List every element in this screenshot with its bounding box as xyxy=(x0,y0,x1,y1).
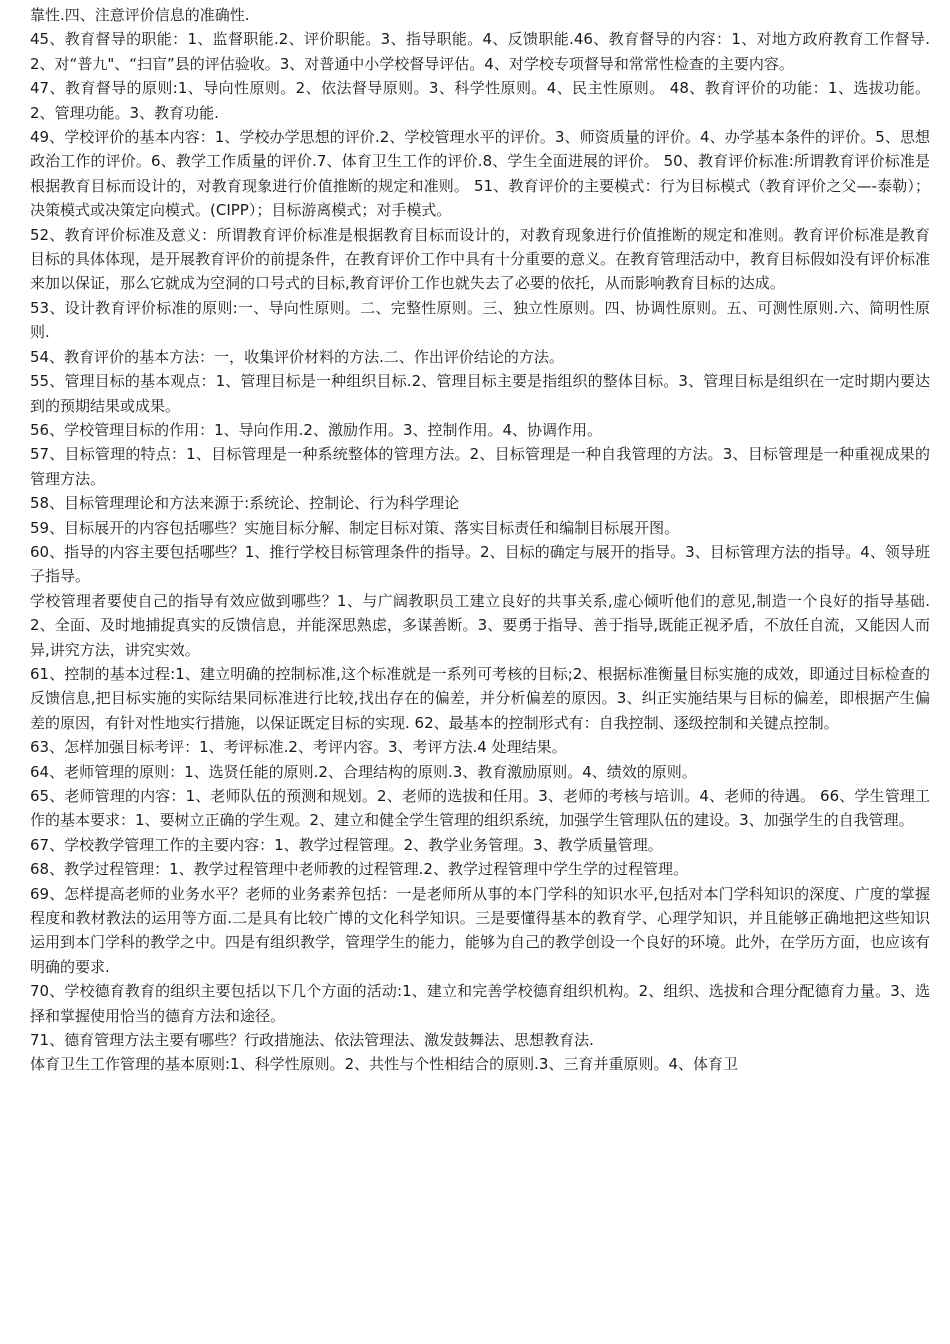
paragraph: 64、老师管理的原则：1、选贤任能的原则.2、合理结构的原则.3、教育激励原则。4、绩效的原则。 xyxy=(30,762,697,781)
paragraph: 53、设计教育评价标准的原则:一、导向性原则。二、完整性原则。三、独立性原则。四、协调性原则。五、可测性原则.六、简明性原则. xyxy=(30,298,930,342)
paragraph: 47、教育督导的原则:1、导向性原则。2、依法督导原则。3、科学性原则。4、民主性原则。 48、教育评价的功能：1、选拔功能。2、管理功能。3、教育功能. xyxy=(30,79,930,122)
paragraph: 58、目标管理理论和方法来源于:系统论、控制论、行为科学理论 xyxy=(30,494,460,513)
paragraph: 70、学校德育教育的组织主要包括以下几个方面的活动:1、建立和完善学校德育组织机构。2、组织、选拔和合理分配德育力量。3、选择和掌握使用恰当的德育方法和途径。 xyxy=(30,982,930,1025)
paragraph: 63、怎样加强目标考评：1、考评标准.2、考评内容。3、考评方法.4 处理结果。 xyxy=(30,738,567,757)
paragraph: 57、目标管理的特点：1、目标管理是一种系统整体的管理方法。2、目标管理是一种自我管理的方法。3、目标管理是一种重视成果的管理方法。 xyxy=(30,445,930,488)
paragraph: 56、学校管理目标的作用：1、导向作用.2、激励作用。3、控制作用。4、协调作用。 xyxy=(30,420,603,439)
paragraph: 67、学校教学管理工作的主要内容：1、教学过程管理。2、教学业务管理。3、教学质量管理。 xyxy=(30,835,663,854)
paragraph: 59、目标展开的内容包括哪些？实施目标分解、制定目标对策、落实目标责任和编制目标展开图。 xyxy=(30,518,680,537)
paragraph: 68、教学过程管理：1、教学过程管理中老师教的过程管理.2、教学过程管理中学生学的过程管理。 xyxy=(30,860,688,879)
paragraph: 54、教育评价的基本方法：一，收集评价材料的方法.二、作出评价结论的方法。 xyxy=(30,347,564,366)
paragraph: 55、管理目标的基本观点：1、管理目标是一种组织目标.2、管理目标主要是指组织的整体目标。3、管理目标是组织在一定时期内要达到的预期结果或成果。 xyxy=(30,372,930,415)
paragraph: 65、老师管理的内容：1、老师队伍的预测和规划。2、老师的选拔和任用。3、老师的考核与培训。4、老师的待遇。 66、学生管理工作的基本要求：1、要树立正确的学生观。2、建立和健全学生管理的组织系统，加强学生管理队伍的建设。3、加强学生的自我管理。 xyxy=(30,787,930,830)
paragraph: 61、控制的基本过程:1、建立明确的控制标准,这个标准就是一系列可考核的目标;2、根据标准衡量目标实施的成效，即通过目标检查的反馈信息,把目标实施的实际结果同标准进行比较,找出存在的偏差，并分析偏差的原因。3、纠正实施结果与目标的偏差，即根据产生偏差的原因，有针对性地实行措施，以保证既定目标的实现. 62、最基本的控制形式有：自我控制、逐级控制和关键点控制。 xyxy=(30,664,930,732)
paragraph: 52、教育评价标准及意义：所谓教育评价标准是根据教育目标而设计的，对教育现象进行价值推断的规定和准则。教育评价标准是教育目标的具体体现，是开展教育评价的前提条件，在教育评价工作中具有十分重要的意义。在教育管理活动中，教育目标假如没有评价标准来加以保证，那么它就成为空洞的口号式的目标,教育评价工作也就失去了必要的依托，从而影响教育目标的达成。 xyxy=(30,225,931,293)
paragraph: 体育卫生工作管理的基本原则:1、科学性原则。2、共性与个性相结合的原则.3、三育并重原则。4、体育卫 xyxy=(30,1055,739,1074)
paragraph: 45、教育督导的职能：1、监督职能.2、评价职能。3、指导职能。4、反馈职能.46、教育督导的内容：1、对地方政府教育工作督导.2、对“普九"、“扫盲”县的评估验收。3、对普通中小学校督导评估。4、对学校专项督导和常常性检查的主要内容。 xyxy=(30,30,930,73)
paragraph: 71、德育管理方法主要有哪些？行政措施法、依法管理法、激发鼓舞法、思想教育法. xyxy=(30,1031,594,1050)
paragraph: 60、指导的内容主要包括哪些？1、推行学校目标管理条件的指导。2、目标的确定与展开的指导。3、目标管理方法的指导。4、领导班子指导。 xyxy=(30,542,930,586)
paragraph: 69、怎样提高老师的业务水平？老师的业务素养包括：一是老师所从事的本门学科的知识水平,包括对本门学科知识的深度、广度的掌握程度和教材教法的运用等方面.二是具有比较广博的文化科学知识。三是要懂得基本的教育学、心理学知识，并且能够正确地把这些知识运用到本门学科的教学之中。四是有组织教学，管理学生的能力，能够为自己的教学创设一个良好的环境。此外，在学历方面，也应该有明确的要求. xyxy=(30,884,931,976)
paragraph: 49、学校评价的基本内容：1、学校办学思想的评价.2、学校管理水平的评价。3、师资质量的评价。4、办学基本条件的评价。5、思想政治工作的评价。6、教学工作质量的评价.7、体育卫生工作的评价.8、学生全面进展的评价。 50、教育评价标准:所谓教育评价标准是根据教育目标而设计的，对教育现象进行价值推断的规定和准则。 51、教育评价的主要模式：行为目标模式（教育评价之父—-泰勒）；决策模式或决策定向模式。(CIPP）；目标游离模式；对手模式。 xyxy=(30,128,930,220)
document-body xyxy=(30,3,930,1077)
paragraph: 学校管理者要使自己的指导有效应做到哪些？1、与广阔教职员工建立良好的共事关系,虚心倾听他们的意见,制造一个良好的指导基础.2、全面、及时地捕捉真实的反馈信息，并能深思熟虑，多谋善断。3、要勇于指导、善于指导,既能正视矛盾，不放任自流，又能因人而异,讲究方法，讲究实效。 xyxy=(30,591,930,659)
paragraph: 靠性.四、注意评价信息的准确性. xyxy=(30,6,250,24)
